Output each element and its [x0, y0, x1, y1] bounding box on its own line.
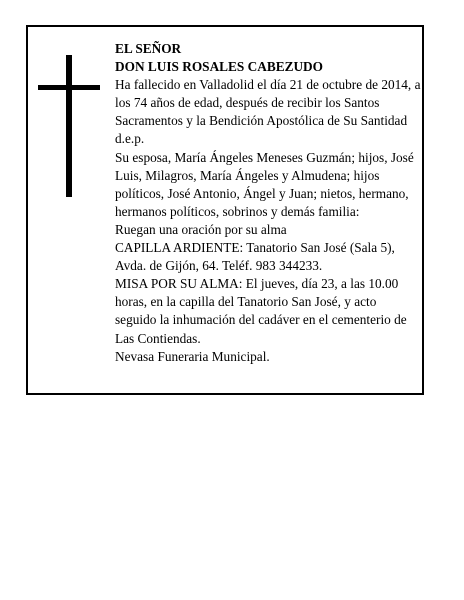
obituary-text	[115, 40, 421, 366]
rip-abbreviation: d.e.p.	[115, 131, 145, 147]
family-list: Su esposa, María Ángeles Meneses Guzmán; hijos, José Luis, Milagros, María Ángeles y Almudena; hijos políticos, José Antonio, Ángel y Juan; nietos, hermano, hermanos políticos, sobrinos y demás familia:	[115, 149, 414, 219]
title-line-1: EL SEÑOR	[115, 41, 182, 56]
death-announcement: Ha fallecido en Valladolid el día 21 de octubre de 2014, a los 74 años de edad, después de recibir los Santos Sacramentos y la Bendición Apostólica de Su Santidad	[115, 77, 421, 129]
obituary-notice	[26, 25, 424, 395]
funeral-home: Nevasa Funeraria Municipal.	[115, 348, 270, 364]
deceased-name: DON LUIS ROSALES CABEZUDO	[115, 59, 323, 75]
chapel-info: CAPILLA ARDIENTE: Tanatorio San José (Sala 5), Avda. de Gijón, 64. Teléf. 983 344233.	[115, 240, 395, 274]
mass-info: MISA POR SU ALMA: El jueves, día 23, a las 10.00 horas, en la capilla del Tanatorio San José, y acto seguido la inhumación del cadáver en el cementerio de Las Contiendas.	[115, 276, 407, 346]
prayer-request: Ruegan una oración por su alma	[115, 221, 287, 237]
cross-vertical-bar	[66, 55, 72, 197]
cross-horizontal-bar	[38, 85, 100, 90]
